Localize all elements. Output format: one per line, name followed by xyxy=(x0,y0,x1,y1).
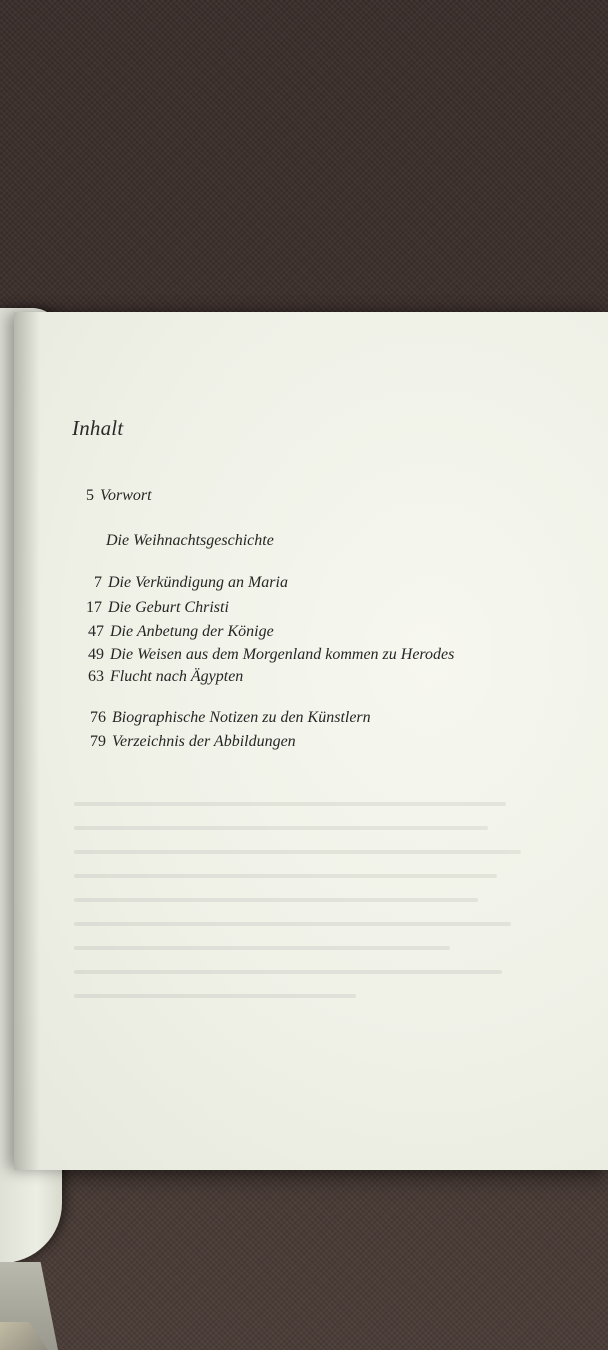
toc-page-number: 47 xyxy=(88,623,104,640)
toc-heading: Inhalt xyxy=(72,416,124,440)
toc-entry xyxy=(76,574,288,592)
toc-page-number: 5 xyxy=(86,487,94,504)
toc-entry-title: Biographische Notizen zu den Künstlern xyxy=(112,709,371,726)
toc-page-number: 63 xyxy=(88,668,104,685)
toc-entry-title: Vorwort xyxy=(100,487,152,504)
toc-entry xyxy=(78,623,274,641)
toc-entry-title: Die Verkündigung an Maria xyxy=(108,574,288,591)
toc-entry-title: Die Weisen aus dem Morgenland kommen zu Herodes xyxy=(110,646,455,663)
toc-page-number: 49 xyxy=(88,646,104,663)
toc-entry-title: Flucht nach Ägypten xyxy=(110,668,244,685)
toc-page-number: 17 xyxy=(86,599,102,616)
show-through-text xyxy=(74,802,544,1082)
toc-entry-title: Die Anbetung der Könige xyxy=(110,623,274,640)
toc-entry xyxy=(68,487,152,505)
toc-page-number: 7 xyxy=(94,574,102,591)
toc-entry xyxy=(76,599,229,617)
toc-entry xyxy=(78,646,454,664)
toc-entry xyxy=(78,668,243,686)
toc-entry xyxy=(80,733,296,751)
toc-page-number: 76 xyxy=(90,709,106,726)
book-page xyxy=(14,312,608,1170)
toc-entry-title: Die Geburt Christi xyxy=(108,599,229,616)
toc-entry-title: Verzeichnis der Abbildungen xyxy=(112,733,296,750)
toc-page-number: 79 xyxy=(90,733,106,750)
page-gutter-shadow xyxy=(14,312,40,1170)
toc-entry xyxy=(80,709,371,727)
toc-section-title: Die Weihnachtsgeschichte xyxy=(106,532,274,549)
